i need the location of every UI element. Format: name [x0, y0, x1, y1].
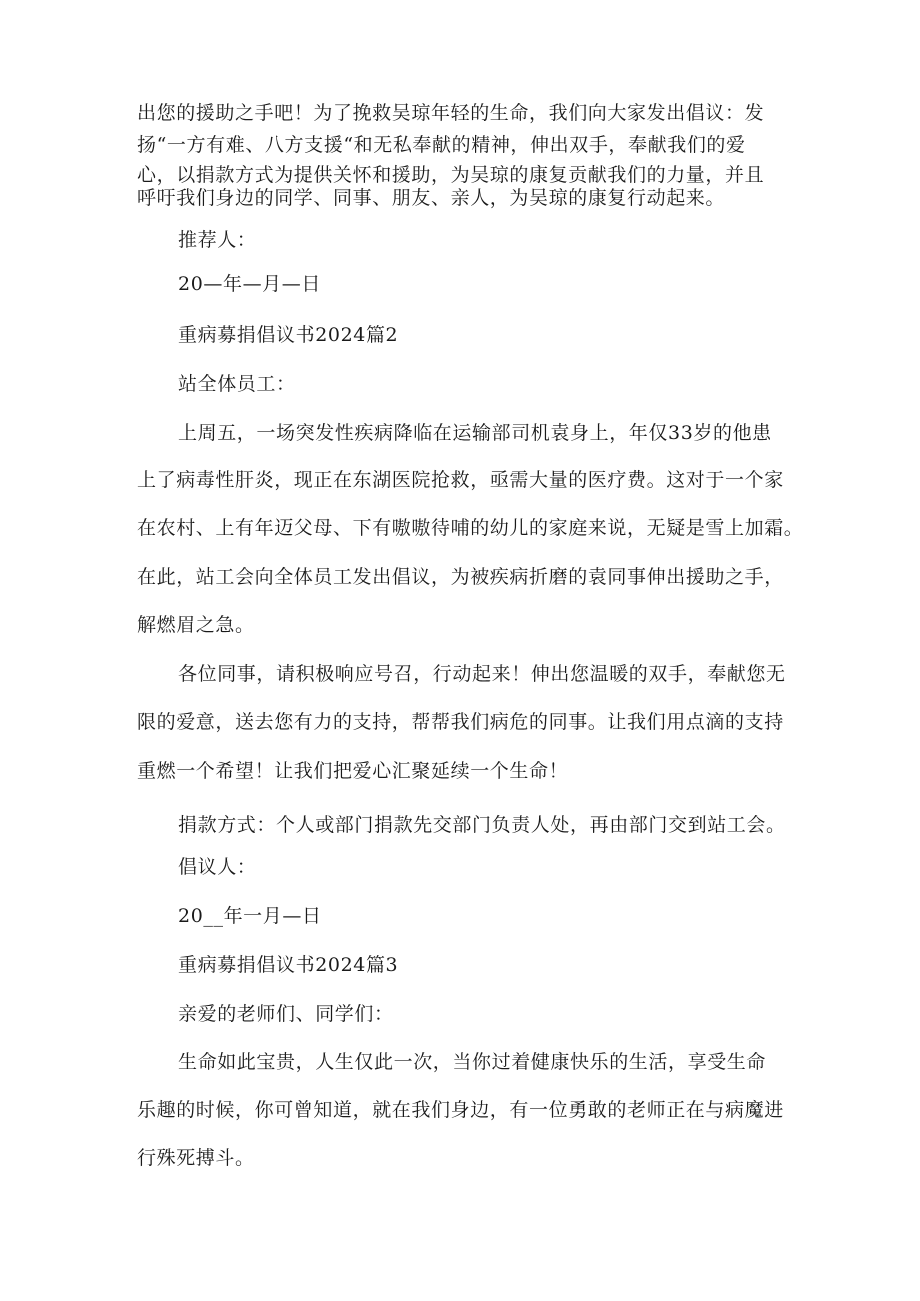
paragraph-4-line-2: 乐趣的时候，你可曾知道，就在我们身边，有一位勇敢的老师正在与病魔进 [137, 1099, 784, 1121]
paragraph-2-line-1: 上周五，一场突发性疾病降临在运输部司机袁身上，年仅33岁的他患 [178, 422, 772, 444]
paragraph-4-line-1: 生命如此宝贵，人生仅此一次，当你过着健康快乐的生活，享受生命 [178, 1051, 767, 1073]
donation-method: 捐款方式：个人或部门捐款先交部门负责人处，再由部门交到站工会。 [178, 814, 786, 836]
paragraph-3-line-3: 重燃一个希望！让我们把爱心汇聚延续一个生命！ [137, 760, 569, 782]
date-line-2: 20__年一月—日 [178, 905, 322, 927]
paragraph-2-line-3: 在农村、上有年迈父母、下有嗷嗷待哺的幼儿的家庭来说，无疑是雪上加霜。 [137, 517, 804, 539]
paragraph-3-line-2: 限的爱意，送去您有力的支持，帮帮我们病危的同事。让我们用点滴的支持 [137, 711, 784, 733]
paragraph-4-line-3: 行殊死搏斗。 [137, 1147, 255, 1169]
paragraph-1-line-3: 心，以捐款方式为提供关怀和援助，为吴琼的康复贡献我们的力量，并且 [137, 164, 765, 186]
paragraph-2-line-5: 解燃眉之急。 [137, 614, 255, 636]
greeting-part-2: 站全体员工： [178, 373, 296, 395]
heading-part-2: 重病募捐倡议书2024篇2 [178, 324, 399, 346]
paragraph-1-line-4: 呼吁我们身边的同学、同事、朋友、亲人，为吴琼的康复行动起来。 [137, 187, 726, 209]
greeting-part-3: 亲爱的老师们、同学们： [178, 1003, 394, 1025]
paragraph-1-line-1: 出您的援助之手吧！为了挽救吴琼年轻的生命，我们向大家发出倡议：发 [137, 102, 765, 124]
paragraph-1-line-2: 扬“一方有难、八方支援“和无私奉献的精神，伸出双手，奉献我们的爱 [137, 134, 746, 156]
heading-part-3: 重病募捐倡议书2024篇3 [178, 954, 399, 976]
paragraph-2-line-2: 上了病毒性肝炎，现正在东湖医院抢救，亟需大量的医疗费。这对于一个家 [137, 469, 784, 491]
initiator-label: 倡议人： [178, 856, 257, 878]
date-line-1: 20—年—月—日 [178, 273, 321, 295]
paragraph-3-line-1: 各位同事，请积极响应号召，行动起来！伸出您温暖的双手，奉献您无 [178, 663, 786, 685]
recommender-label: 推荐人： [178, 229, 257, 251]
paragraph-2-line-4: 在此，站工会向全体员工发出倡议，为被疾病折磨的袁同事伸出援助之手， [137, 566, 784, 588]
